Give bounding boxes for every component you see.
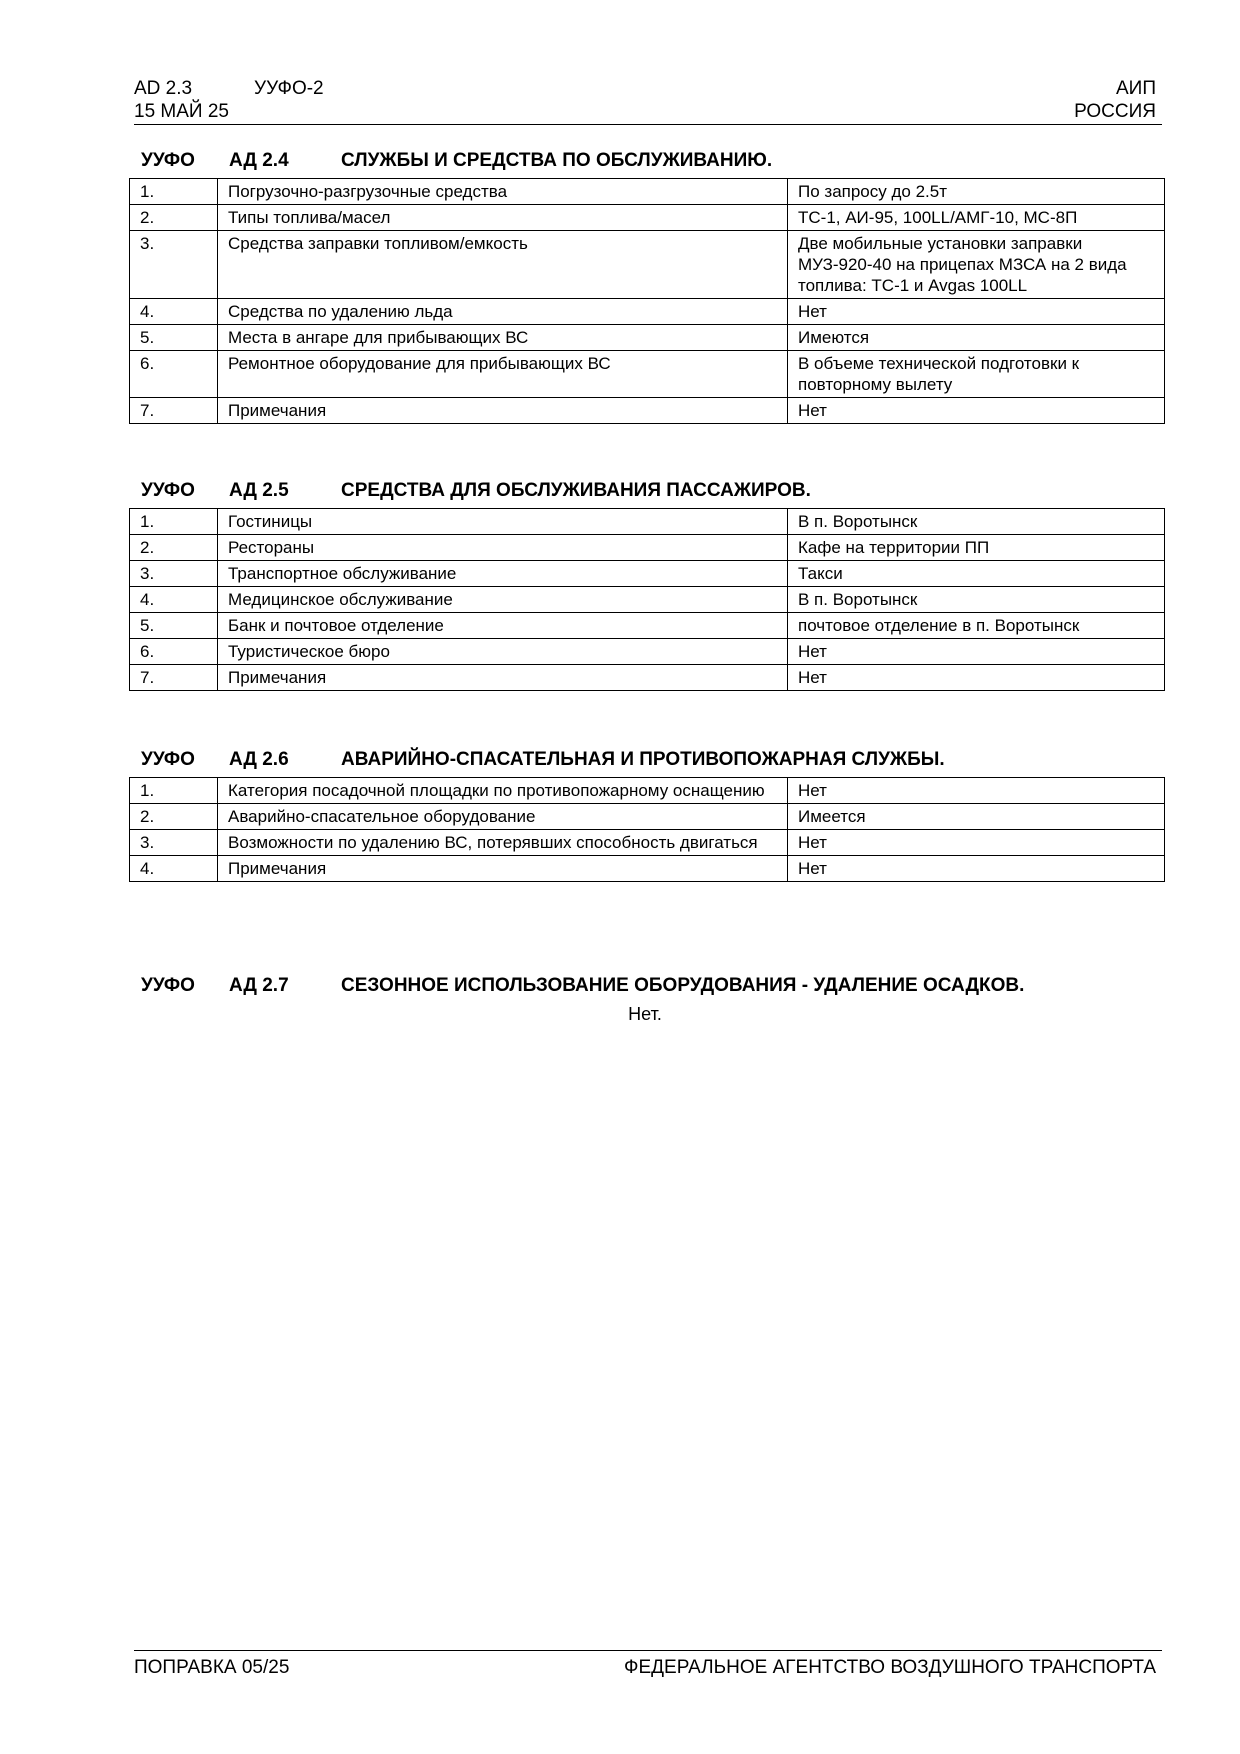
row-number: 1. [130, 179, 218, 205]
row-description: Медицинское обслуживание [218, 587, 788, 613]
section-code: АД 2.6 [229, 749, 289, 770]
table-row [130, 587, 1165, 613]
row-description: Типы топлива/масел [218, 205, 788, 231]
section-icao: УУФО [141, 749, 195, 770]
table-ad24 [129, 178, 1165, 424]
row-value: Нет [788, 398, 1165, 424]
row-description: Банк и почтовое отделение [218, 613, 788, 639]
table-row [130, 179, 1165, 205]
table-row [130, 639, 1165, 665]
row-description: Туристическое бюро [218, 639, 788, 665]
section-code: АД 2.7 [229, 975, 289, 996]
table-row [130, 205, 1165, 231]
page-footer [134, 1650, 1162, 1691]
row-description: Примечания [218, 856, 788, 882]
row-value: Нет [788, 830, 1165, 856]
row-number: 4. [130, 587, 218, 613]
table-row [130, 665, 1165, 691]
row-value: В п. Воротынск [788, 509, 1165, 535]
table-row [130, 778, 1165, 804]
row-description: Погрузочно-разгрузочные средства [218, 179, 788, 205]
page-header [134, 78, 1162, 125]
row-number: 3. [130, 830, 218, 856]
row-description: Примечания [218, 665, 788, 691]
section-heading: СРЕДСТВА ДЛЯ ОБСЛУЖИВАНИЯ ПАССАЖИРОВ. [341, 480, 811, 501]
row-number: 2. [130, 205, 218, 231]
row-description: Рестораны [218, 535, 788, 561]
row-description: Категория посадочной площадки по противопожарному оснащению [218, 778, 788, 804]
header-section: AD 2.3 [134, 78, 193, 99]
table-ad25 [129, 508, 1165, 691]
row-value: Нет [788, 665, 1165, 691]
header-date: 15 МАЙ 25 [134, 101, 229, 122]
row-number: 5. [130, 613, 218, 639]
row-value: В п. Воротынск [788, 587, 1165, 613]
row-number: 5. [130, 325, 218, 351]
row-value: Кафе на территории ПП [788, 535, 1165, 561]
footer-amendment: ПОПРАВКА 05/25 [134, 1657, 290, 1678]
row-value: По запросу до 2.5т [788, 179, 1165, 205]
header-airport: УУФО-2 [254, 78, 324, 99]
table-row [130, 231, 1165, 299]
table-row [130, 804, 1165, 830]
table-ad26 [129, 777, 1165, 882]
row-number: 6. [130, 639, 218, 665]
section-heading: СЛУЖБЫ И СРЕДСТВА ПО ОБСЛУЖИВАНИЮ. [341, 150, 773, 171]
row-description: Средства заправки топливом/емкость [218, 231, 788, 299]
row-value: Имеется [788, 804, 1165, 830]
header-publication: АИП [1116, 78, 1156, 99]
row-number: 3. [130, 561, 218, 587]
section-heading: АВАРИЙНО-СПАСАТЕЛЬНАЯ И ПРОТИВОПОЖАРНАЯ СЛУЖБЫ. [341, 749, 945, 770]
row-number: 1. [130, 509, 218, 535]
section-icao: УУФО [141, 150, 195, 171]
row-value: Нет [788, 856, 1165, 882]
row-description: Примечания [218, 398, 788, 424]
section-code: АД 2.4 [229, 150, 289, 171]
row-number: 7. [130, 398, 218, 424]
row-number: 7. [130, 665, 218, 691]
row-number: 1. [130, 778, 218, 804]
row-description: Средства по удалению льда [218, 299, 788, 325]
row-value: Имеются [788, 325, 1165, 351]
row-description: Места в ангаре для прибывающих ВС [218, 325, 788, 351]
section-icao: УУФО [141, 480, 195, 501]
row-value: Две мобильные установки заправки МУЗ-920-40 на прицепах МЗСА на 2 вида топлива: ТС-1 и Avgas 100LL [788, 231, 1165, 299]
table-row [130, 535, 1165, 561]
table-row [130, 325, 1165, 351]
footer-agency: ФЕДЕРАЛЬНОЕ АГЕНТСТВО ВОЗДУШНОГО ТРАНСПОРТА [624, 1657, 1156, 1678]
row-description: Возможности по удалению ВС, потерявших способность двигаться [218, 830, 788, 856]
row-value: Нет [788, 639, 1165, 665]
table-row [130, 856, 1165, 882]
header-country: РОССИЯ [1074, 101, 1156, 122]
section-code: АД 2.5 [229, 480, 289, 501]
section-icao: УУФО [141, 975, 195, 996]
row-description: Транспортное обслуживание [218, 561, 788, 587]
row-value: В объеме технической подготовки к повторному вылету [788, 351, 1165, 398]
row-number: 2. [130, 535, 218, 561]
table-row [130, 613, 1165, 639]
section-heading: СЕЗОННОЕ ИСПОЛЬЗОВАНИЕ ОБОРУДОВАНИЯ - УДАЛЕНИЕ ОСАДКОВ. [341, 975, 1025, 996]
row-number: 4. [130, 856, 218, 882]
row-value: Нет [788, 778, 1165, 804]
row-number: 2. [130, 804, 218, 830]
row-value: Нет [788, 299, 1165, 325]
table-row [130, 509, 1165, 535]
row-description: Аварийно-спасательное оборудование [218, 804, 788, 830]
row-value: почтовое отделение в п. Воротынск [788, 613, 1165, 639]
table-row [130, 830, 1165, 856]
table-row [130, 351, 1165, 398]
section-body-nil: Нет. [628, 1004, 662, 1024]
row-number: 3. [130, 231, 218, 299]
row-value: Такси [788, 561, 1165, 587]
table-row [130, 398, 1165, 424]
row-value: ТС-1, АИ-95, 100LL/АМГ-10, МС-8П [788, 205, 1165, 231]
table-row [130, 561, 1165, 587]
row-description: Ремонтное оборудование для прибывающих ВС [218, 351, 788, 398]
row-number: 4. [130, 299, 218, 325]
row-number: 6. [130, 351, 218, 398]
row-description: Гостиницы [218, 509, 788, 535]
table-row [130, 299, 1165, 325]
